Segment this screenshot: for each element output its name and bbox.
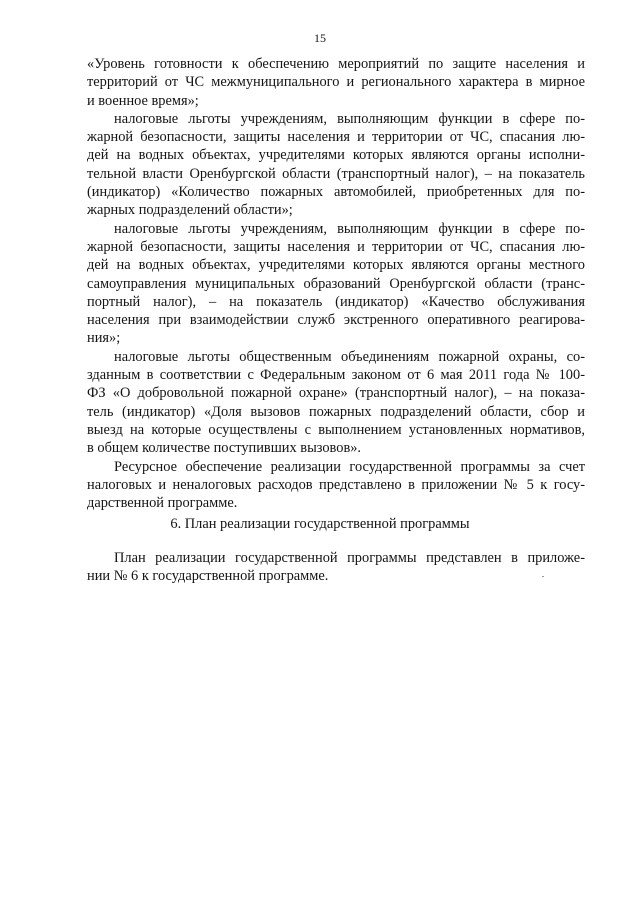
body-line: налоговые льготы учреждениям, выполняющим функции в сфере по-: [114, 110, 585, 127]
body-line: территорий от ЧС межмуниципального и регионального характера в мирное: [87, 74, 585, 91]
closing-paragraph: [87, 549, 585, 586]
body-line: портный налог), – на показатель (индикатор) «Качество обслуживания: [87, 293, 585, 310]
body-line: ФЗ «О добровольной пожарной охране» (транспортный налог), – на показа-: [87, 385, 585, 402]
body-line: в общем количестве поступивших вызовов».: [87, 440, 362, 457]
body-line: налоговых и неналоговых расходов представлено в приложении № 5 к госу-: [87, 476, 585, 493]
body-line: «Уровень готовности к обеспечению мероприятий по защите населения и: [87, 56, 585, 72]
body-line: дарственной программе.: [87, 495, 238, 512]
section-heading: 6. План реализации государственной программы: [170, 516, 470, 532]
body-line: населения при взаимодействии служб экстренного оперативного реагирова-: [87, 312, 585, 329]
body-line: жарной безопасности, защиты населения и территории от ЧС, спасания лю-: [87, 129, 585, 146]
body-line: Ресурсное обеспечение реализации государственной программы за счет: [114, 458, 585, 475]
body-line: жарной безопасности, защиты населения и территории от ЧС, спасания лю-: [87, 238, 585, 255]
body-line: (индикатор) «Количество пожарных автомобилей, приобретенных для по-: [87, 184, 585, 201]
body-line: План реализации государственной программы представлен в приложе-: [114, 550, 585, 566]
page-number: 15: [314, 31, 326, 45]
body-line: налоговые льготы общественным объединениям пожарной охраны, со-: [114, 348, 585, 365]
body-text: [87, 55, 585, 512]
body-line: нии № 6 к государственной программе.: [87, 568, 329, 585]
body-line: налоговые льготы учреждениям, выполняющим функции в сфере по-: [114, 220, 585, 237]
scan-speck: [542, 576, 544, 577]
body-line: жарных подразделений области»;: [87, 202, 293, 219]
body-line: дей на водных объектах, учредителями которых являются органы исполни-: [87, 147, 585, 164]
body-line: дей на водных объектах, учредителями которых являются органы местного: [87, 257, 585, 274]
body-line: тельной власти Оренбургской области (транспортный налог), – на показатель: [87, 165, 585, 182]
body-line: зданным в соответствии с Федеральным законом от 6 мая 2011 года № 100-: [87, 367, 585, 384]
body-line: выезд на которые осуществлены с выполнением установленных нормативов,: [87, 421, 585, 438]
body-line: и военное время»;: [87, 92, 199, 109]
body-line: тель (индикатор) «Доля вызовов пожарных подразделений области, сбор и: [87, 403, 585, 420]
body-line: ния»;: [87, 330, 121, 347]
body-line: самоуправления муниципальных образований Оренбургской области (транс-: [87, 275, 585, 292]
